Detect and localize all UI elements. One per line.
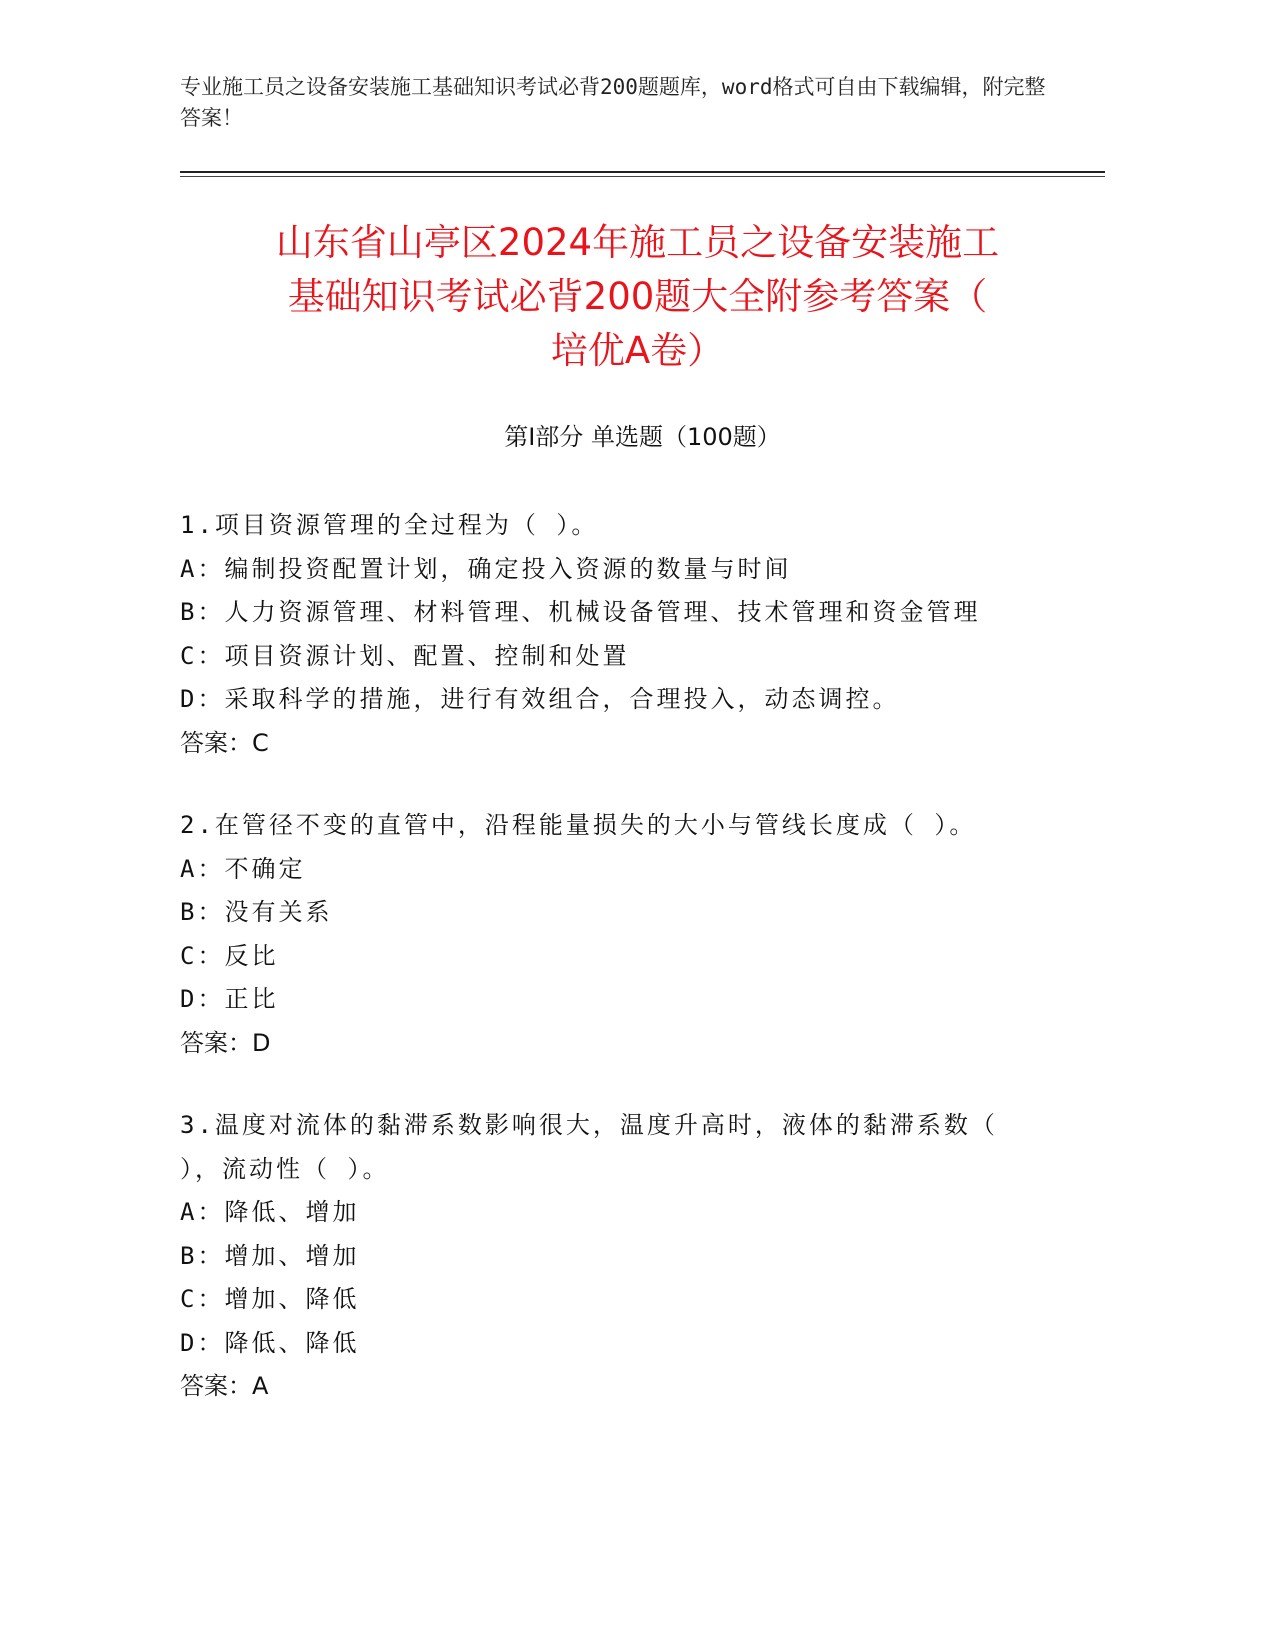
question-2 bbox=[180, 804, 1060, 1065]
header-note: 专业施工员之设备安装施工基础知识考试必背200题题库，word格式可自由下载编辑，附完整答案！ bbox=[180, 75, 1046, 130]
option-c: C：反比 bbox=[180, 941, 279, 970]
option-b: B：人力资源管理、材料管理、机械设备管理、技术管理和资金管理 bbox=[180, 598, 981, 626]
option-a: A：不确定 bbox=[180, 854, 306, 883]
option-d: D：采取科学的措施，进行有效组合，合理投入，动态调控。 bbox=[180, 685, 900, 713]
option-d: D：正比 bbox=[180, 985, 279, 1013]
header-divider-thick bbox=[180, 171, 1105, 173]
title-line-1: 山东省山亭区2024年施工员之设备安装施工 bbox=[275, 221, 1000, 264]
section-title: 第Ⅰ部分 单选题（100题） bbox=[504, 423, 781, 451]
option-c: C：项目资源计划、配置、控制和处置 bbox=[180, 641, 630, 670]
question-stem: 1.项目资源管理的全过程为（ ）。 bbox=[180, 511, 599, 539]
title-line-3: 培优A卷） bbox=[550, 329, 725, 372]
title-line-2: 基础知识考试必背200题大全附参考答案（ bbox=[287, 275, 988, 318]
answer: 答案：A bbox=[180, 1372, 269, 1400]
question-3 bbox=[180, 1104, 1060, 1409]
question-list bbox=[180, 504, 1060, 1448]
question-stem: 2.在管径不变的直管中，沿程能量损失的大小与管线长度成（ ）。 bbox=[180, 811, 977, 839]
option-b: B：增加、增加 bbox=[180, 1241, 360, 1270]
option-d: D：降低、降低 bbox=[180, 1328, 360, 1357]
option-c: C：增加、降低 bbox=[180, 1285, 360, 1313]
question-stem: 3.温度对流体的黏滞系数影响很大，温度升高时，液体的黏滞系数（ ），流动性（ ）。 bbox=[180, 1111, 998, 1183]
answer: 答案：D bbox=[180, 1028, 271, 1057]
document-title bbox=[170, 216, 1105, 378]
question-1 bbox=[180, 504, 1060, 765]
option-a: A：降低、增加 bbox=[180, 1198, 360, 1226]
option-b: B：没有关系 bbox=[180, 898, 333, 926]
header-divider-thin bbox=[180, 176, 1105, 177]
answer: 答案：C bbox=[180, 728, 269, 757]
option-a: A：编制投资配置计划，确定投入资源的数量与时间 bbox=[180, 554, 792, 583]
